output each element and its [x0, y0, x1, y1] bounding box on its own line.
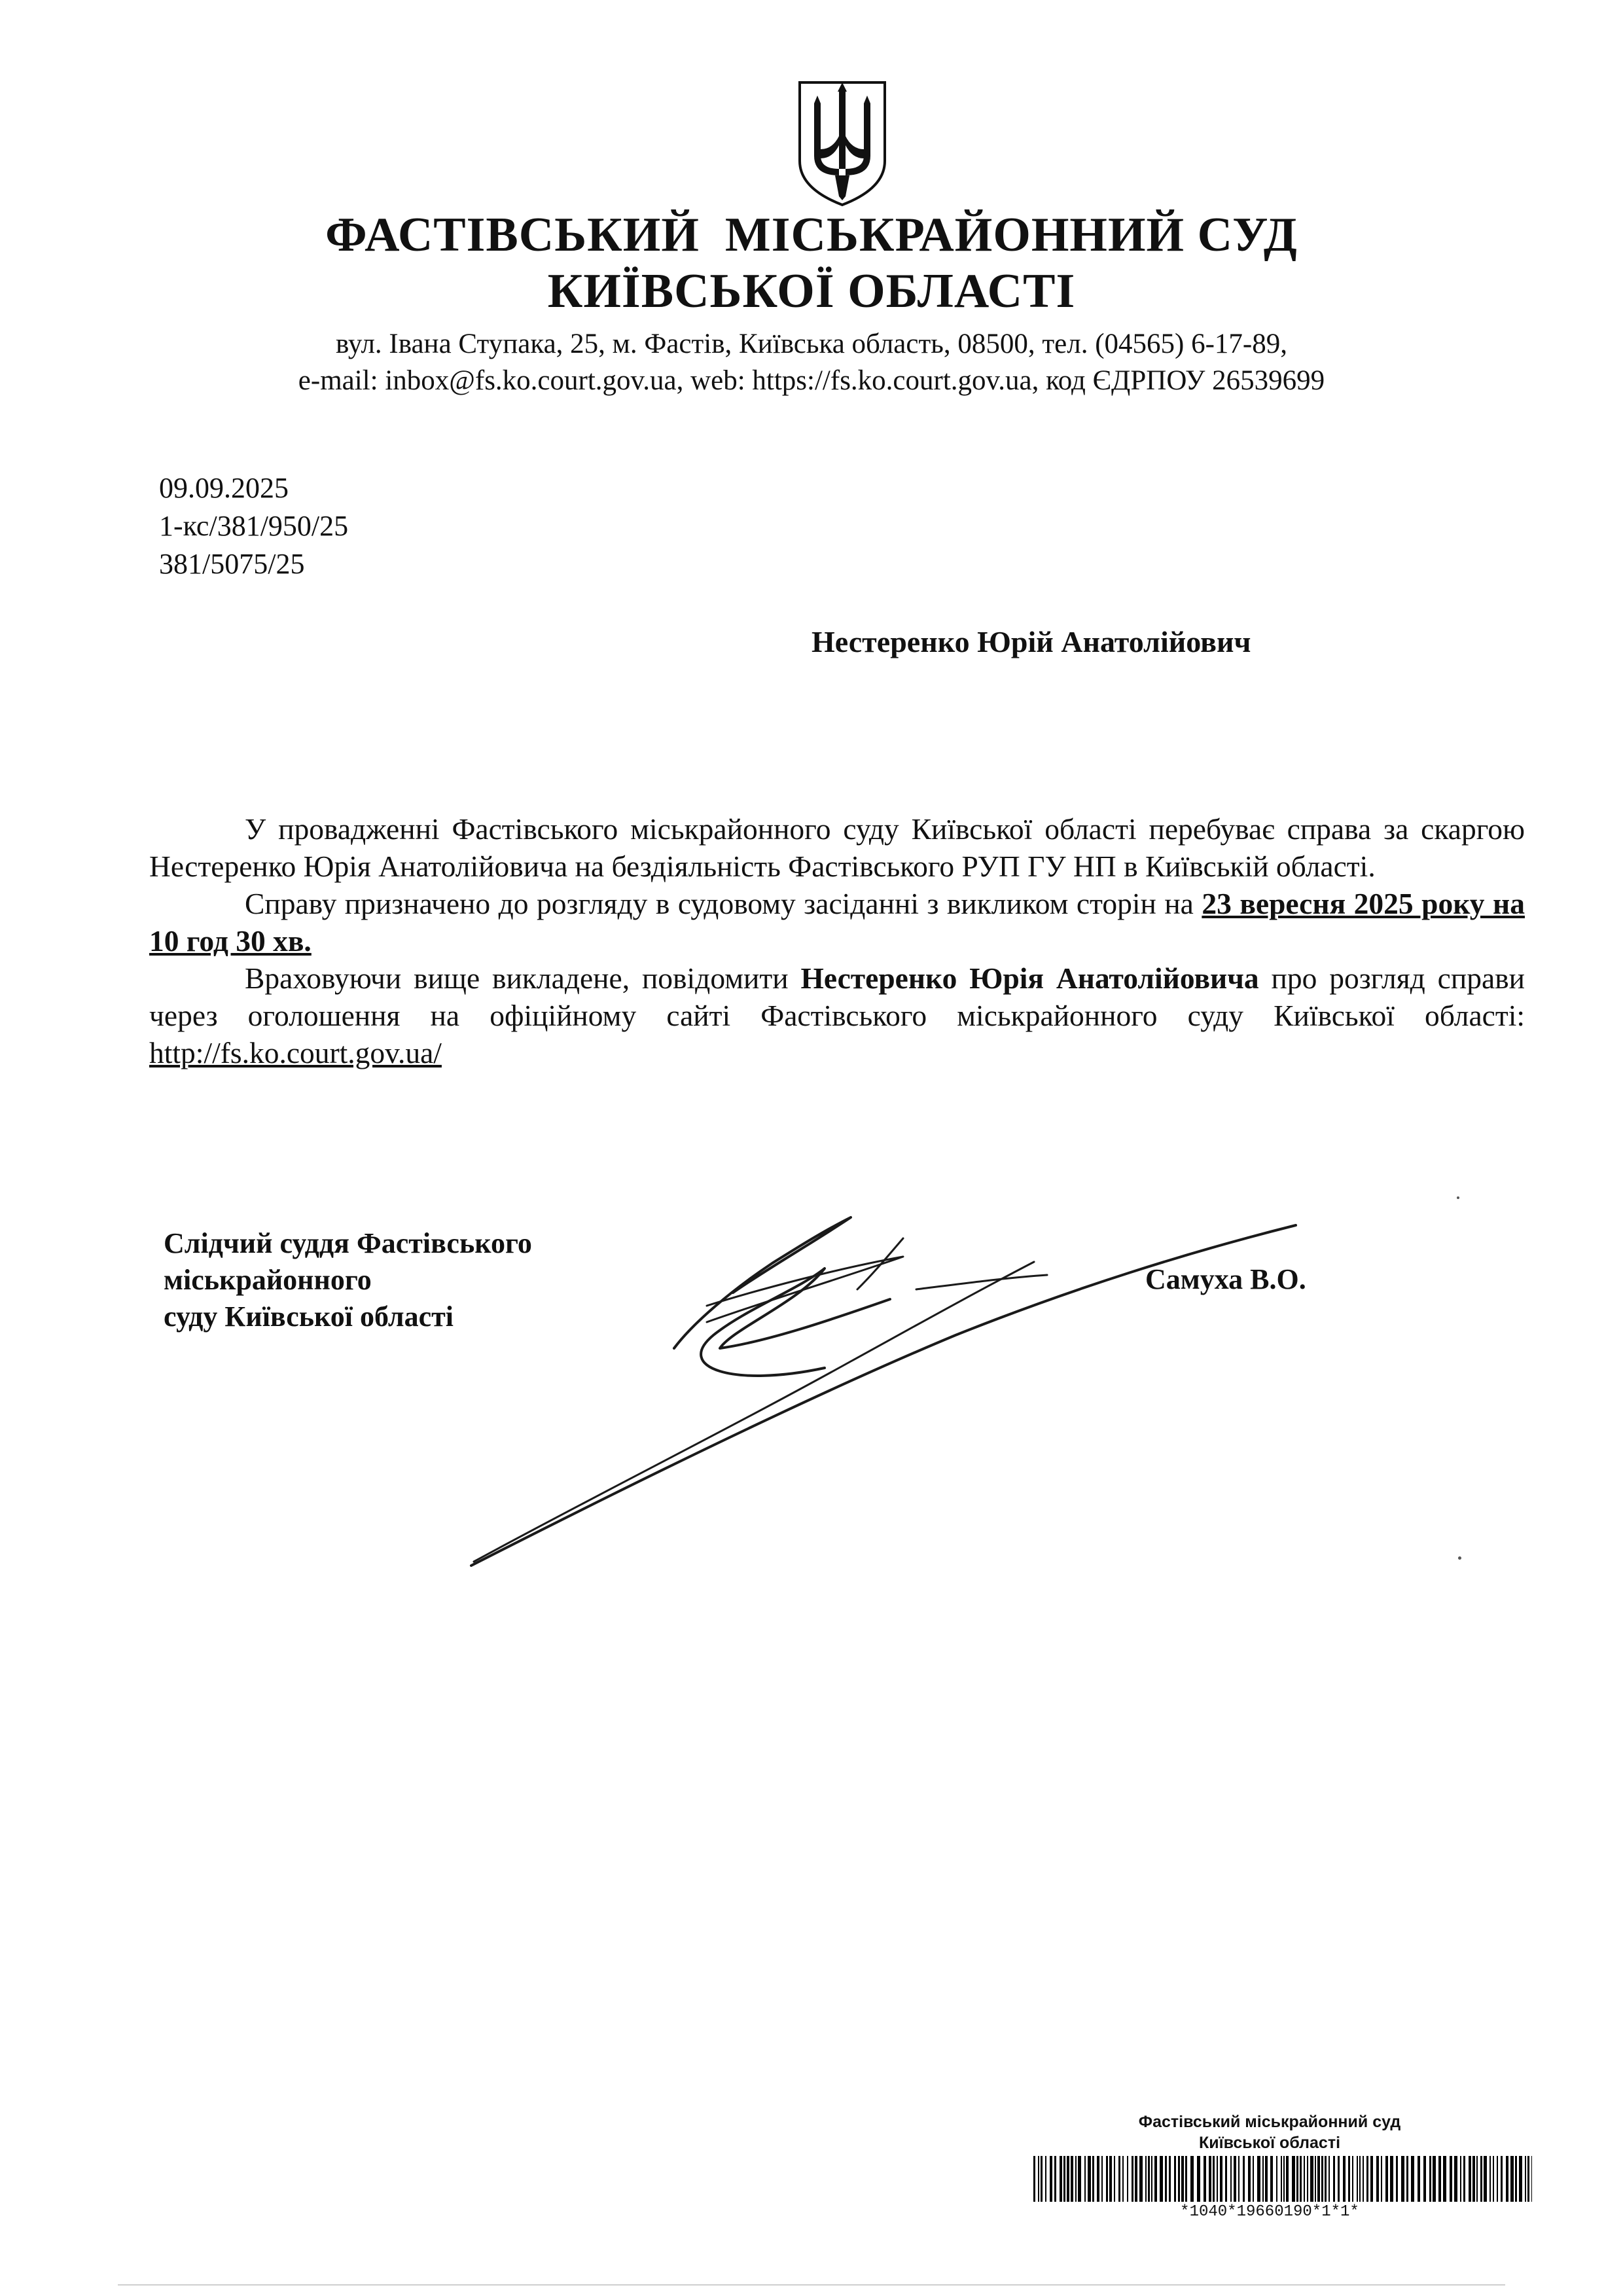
- barcode-bar: [1185, 2156, 1187, 2202]
- barcode-bar: [1145, 2156, 1147, 2202]
- paragraph-1: У провадженні Фастівського міськрайонного суду Київської області перебуває справа за скаргою Нестеренко Юрія Анатолійовича на бездіяльність Фастівського РУП ГУ НП в Київській області.: [149, 812, 1525, 883]
- barcode-bar: [1122, 2156, 1124, 2202]
- barcode-bar: [1370, 2156, 1373, 2202]
- barcode-bar: [1220, 2156, 1222, 2202]
- barcode-bar: [1148, 2156, 1150, 2202]
- scan-speck: [1457, 1196, 1459, 1199]
- barcode-bar: [1429, 2156, 1431, 2202]
- hearing-date: 23 вересня 2025 року на 10 год 30 хв.: [149, 887, 1525, 958]
- barcode-bar: [1071, 2156, 1073, 2202]
- barcode-bar: [1067, 2156, 1069, 2202]
- barcode-bar: [1078, 2156, 1081, 2202]
- barcode-bar: [1253, 2156, 1254, 2202]
- barcode-bar: [1181, 2156, 1184, 2202]
- barcode-bar: [1480, 2156, 1482, 2202]
- barcode-bar: [1300, 2156, 1302, 2202]
- barcode-bar: [1281, 2156, 1282, 2202]
- scan-edge: [118, 2284, 1505, 2286]
- barcode-bar: [1234, 2156, 1236, 2202]
- barcode-bar: [1248, 2156, 1251, 2202]
- court-address: вул. Івана Ступака, 25, м. Фастів, Київська область, 08500, тел. (04565) 6-17-89,: [336, 329, 1287, 359]
- barcode-bar: [1033, 2156, 1035, 2202]
- barcode-bar: [1063, 2156, 1065, 2202]
- barcode-bar: [1276, 2156, 1277, 2202]
- barcode-bar: [1050, 2156, 1052, 2202]
- barcode-bar: [1352, 2156, 1353, 2202]
- paragraph-2: [149, 885, 1525, 960]
- barcode-bar: [1418, 2156, 1420, 2202]
- barcode-bar: [1348, 2156, 1350, 2202]
- barcode-bar: [1190, 2156, 1194, 2202]
- barcode-bar: [1463, 2156, 1465, 2202]
- barcode-bar: [1045, 2156, 1046, 2202]
- barcode-bar: [1493, 2156, 1494, 2202]
- barcode-bar: [1154, 2156, 1157, 2202]
- barcode-icon: [1031, 2156, 1535, 2202]
- court-name-line-2: КИЇВСЬКОЇ ОБЛАСТІ: [547, 264, 1076, 318]
- barcode-bar: [1238, 2156, 1240, 2202]
- barcode-number: *1040*19660190*1*1*: [1180, 2203, 1359, 2221]
- barcode-bar: [1283, 2156, 1285, 2202]
- barcode-bar: [1118, 2156, 1120, 2202]
- barcode-bar: [1092, 2156, 1094, 2202]
- barcode-bar: [1489, 2156, 1491, 2202]
- barcode-bar: [1396, 2156, 1398, 2202]
- barcode-bar: [1209, 2156, 1211, 2202]
- barcode-bar: [1296, 2156, 1298, 2202]
- barcode-bar: [1460, 2156, 1461, 2202]
- court-contacts: e-mail: inbox@fs.ko.court.gov.ua, web: https://fs.ko.court.gov.ua, код ЄДРПОУ 26539699: [298, 365, 1325, 396]
- barcode-bar: [1484, 2156, 1487, 2202]
- barcode-bar: [1333, 2156, 1335, 2202]
- barcode-bar: [1139, 2156, 1143, 2202]
- hearing-text: Справу призначено до розгляду в судовому засіданні з викликом сторін на: [245, 887, 1202, 920]
- letter-body: [149, 810, 1525, 1071]
- barcode-bar: [1265, 2156, 1268, 2202]
- barcode-bar: [1135, 2156, 1137, 2202]
- case-number-2: 381/5075/25: [159, 548, 305, 580]
- barcode-bar: [1343, 2156, 1346, 2202]
- barcode-bar: [1329, 2156, 1330, 2202]
- barcode-bar: [1390, 2156, 1393, 2202]
- barcode-bar: [1088, 2156, 1091, 2202]
- barcode-bar: [1359, 2156, 1361, 2202]
- barcode-bar: [1097, 2156, 1099, 2202]
- barcode-bar: [1197, 2156, 1200, 2202]
- barcode-bar: [1525, 2156, 1526, 2202]
- barcode-bar: [1357, 2156, 1358, 2202]
- barcode-bar: [1406, 2156, 1408, 2202]
- barcode-bar: [1217, 2156, 1218, 2202]
- barcode-bar: [1325, 2156, 1327, 2202]
- barcode-bar: [1510, 2156, 1514, 2202]
- barcode-bar: [1213, 2156, 1215, 2202]
- handwritten-signature: [458, 1191, 1322, 1584]
- barcode-bar: [1075, 2156, 1077, 2202]
- barcode-bar: [1257, 2156, 1260, 2202]
- barcode-bar: [1101, 2156, 1103, 2202]
- barcode-bar: [1038, 2156, 1039, 2202]
- barcode-bar: [1084, 2156, 1086, 2202]
- barcode-bar: [1433, 2156, 1436, 2202]
- barcode-bar: [1401, 2156, 1404, 2202]
- barcode-bar: [1315, 2156, 1316, 2202]
- barcode-bar: [1292, 2156, 1295, 2202]
- barcode-bar: [1472, 2156, 1475, 2202]
- coat-of-arms-icon: [793, 77, 891, 208]
- barcode-bar: [1438, 2156, 1441, 2202]
- stamp-region: Київської області: [1198, 2134, 1341, 2152]
- barcode-bar: [1317, 2156, 1320, 2202]
- barcode-bar: [1262, 2156, 1264, 2202]
- signer-title-line-2: міськрайонного: [164, 1264, 372, 1296]
- barcode-bar: [1127, 2156, 1128, 2202]
- barcode-bar: [1225, 2156, 1227, 2202]
- stamp-court-name: Фастівський міськрайонний суд: [1138, 2113, 1401, 2131]
- barcode-bar: [1041, 2156, 1043, 2202]
- notice-text-after: про розгляд справи через оголошення на офіційному сайті Фастівського міськрайонного суду Київської області:: [149, 961, 1525, 1032]
- barcode-bar: [1385, 2156, 1388, 2202]
- barcode-bar: [1160, 2156, 1163, 2202]
- barcode-bar: [1060, 2156, 1062, 2202]
- barcode-bar: [1363, 2156, 1364, 2202]
- barcode-bar: [1151, 2156, 1152, 2202]
- barcode-bar: [1230, 2156, 1232, 2202]
- barcode-bar: [1366, 2156, 1368, 2202]
- barcode-bar: [1132, 2156, 1133, 2202]
- addressee-name: Нестеренко Юрій Анатолійович: [812, 625, 1251, 658]
- barcode-bar: [1106, 2156, 1108, 2202]
- signer-name: Самуха В.О.: [1145, 1263, 1306, 1295]
- barcode-bar: [1497, 2156, 1498, 2202]
- scan-speck: [1458, 1556, 1461, 1560]
- barcode-bar: [1476, 2156, 1478, 2202]
- barcode-bar: [1204, 2156, 1206, 2202]
- barcode-bar: [1411, 2156, 1414, 2202]
- barcode-bar: [1450, 2156, 1452, 2202]
- court-website-link[interactable]: http://fs.ko.court.gov.ua/: [149, 1036, 442, 1069]
- barcode-bar: [1307, 2156, 1308, 2202]
- barcode-bar: [1114, 2156, 1115, 2202]
- barcode-bar: [1174, 2156, 1176, 2202]
- court-name-line-1: ФАСТІВСЬКИЙ МІСЬКРАЙОННИЙ СУД: [325, 208, 1298, 262]
- barcode-bar: [1165, 2156, 1167, 2202]
- barcode-bar: [1469, 2156, 1471, 2202]
- barcode-bar: [1169, 2156, 1171, 2202]
- barcode-bar: [1506, 2156, 1508, 2202]
- barcode-bar: [1178, 2156, 1180, 2202]
- barcode-bar: [1376, 2156, 1379, 2202]
- barcode-bar: [1423, 2156, 1426, 2202]
- barcode-bar: [1519, 2156, 1522, 2202]
- barcode-bar: [1501, 2156, 1503, 2202]
- barcode-bar: [1531, 2156, 1532, 2202]
- notified-person: Нестеренко Юрія Анатолійовича: [800, 961, 1259, 995]
- barcode-bar: [1304, 2156, 1305, 2202]
- barcode-bar: [1527, 2156, 1529, 2202]
- barcode-bar: [1443, 2156, 1446, 2202]
- barcode-bar: [1381, 2156, 1382, 2202]
- barcode-bar: [1338, 2156, 1340, 2202]
- signer-title-line-1: Слідчий суддя Фастівського: [164, 1227, 532, 1259]
- barcode-bar: [1454, 2156, 1457, 2202]
- barcode-bar: [1515, 2156, 1517, 2202]
- notice-text-before: Враховуючи вище викладене, повідомити: [245, 961, 801, 995]
- barcode-bar: [1243, 2156, 1245, 2202]
- barcode-bar: [1270, 2156, 1273, 2202]
- paragraph-3: [149, 960, 1525, 1071]
- barcode-bar: [1109, 2156, 1112, 2202]
- signer-title-line-3: суду Київської області: [164, 1300, 454, 1333]
- barcode-bar: [1310, 2156, 1313, 2202]
- case-number-1: 1-кс/381/950/25: [159, 510, 349, 542]
- barcode-bar: [1286, 2156, 1289, 2202]
- document-date: 09.09.2025: [159, 472, 289, 504]
- barcode-bar: [1321, 2156, 1323, 2202]
- barcode-bar: [1054, 2156, 1056, 2202]
